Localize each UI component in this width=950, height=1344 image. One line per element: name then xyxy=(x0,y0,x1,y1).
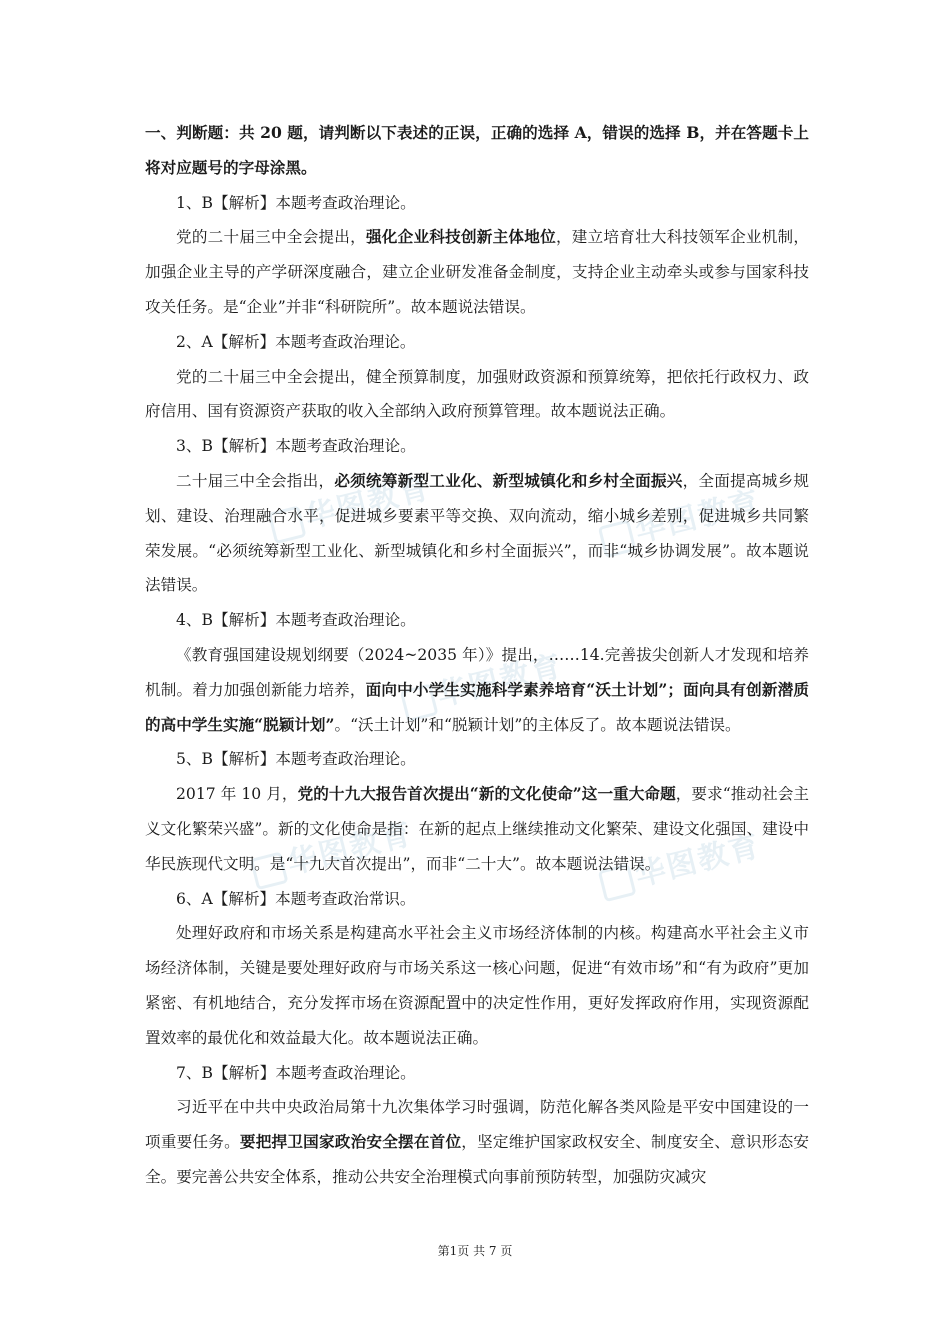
explanation-text: ，全面提高城乡规划、建设、治理融合水平，促进城乡要素平等交换、双向流动，缩小城乡差别，促进城乡共同繁荣发展。“必须统筹新型工业化、新型城镇化和乡村全面振兴”，而非“城乡协调发展”。故本题说法错误。 xyxy=(145,471,809,595)
answer-line: 1、B【解析】本题考查政治理论。 xyxy=(176,193,416,212)
document-body xyxy=(145,116,809,1195)
answer-line: 7、B【解析】本题考查政治理论。 xyxy=(176,1063,416,1082)
emphasis-text: 党的十九大报告首次提出“新的文化使命”这一重大命题 xyxy=(297,784,676,804)
question-list xyxy=(145,186,809,1195)
explanation-text: 党的二十届三中全会提出， xyxy=(176,228,366,247)
watermark-logo: 华图教育 xyxy=(265,463,435,545)
explanation-text: 二十届三中全会指出， xyxy=(176,471,335,490)
page-footer: 第1页 共 7 页 xyxy=(437,1244,513,1258)
explanation-paragraph xyxy=(145,464,809,603)
explanation-paragraph xyxy=(145,916,809,1055)
answer-line: 4、B【解析】本题考查政治理论。 xyxy=(176,611,416,630)
explanation-text: ，要求“推动社会主义文化繁荣兴盛”。新的文化使命是指：在新的起点上继续推动文化繁荣、建设文化强国、建设中华民族现代文明。是“十九大首次提出”，而非“二十大”。故本题说法错误。 xyxy=(145,785,809,873)
explanation-paragraph xyxy=(145,777,809,881)
explanation-text: ，建立培育壮大科技领军企业机制，加强企业主导的产学研深度融合，建立企业研发准备金制度，支持企业主动牵头或参与国家科技攻关任务。是“企业”并非“科研院所”。故本题说法错误。 xyxy=(145,228,809,316)
watermark-logo: 华图教育 xyxy=(247,809,417,891)
watermark-logo: 华图教育 xyxy=(397,641,567,723)
explanation-text: ，坚定维护国家政权安全、制度安全、意识形态安全。要完善公共安全体系，推动公共安全治理模式向事前预防转型，加强防灾减灾 xyxy=(145,1133,809,1186)
explanation-text: 党的二十届三中全会提出，健全预算制度，加强财政资源和预算统筹，把依托行政权力、政府信用、国有资源资产获取的收入全部纳入政府预算管理。故本题说法正确。 xyxy=(145,367,809,421)
section-heading: 一、判断题：共 20 题，请判断以下表述的正误，正确的选择 A，错误的选择 B，并在答题卡上将对应题号的字母涂黑。 xyxy=(145,123,809,177)
explanation-paragraph xyxy=(145,220,809,324)
explanation-text: 《教育强国建设规划纲要（2024~2035 年）》提出，……14.完善拔尖创新人才发现和培养机制。着力加强创新能力培养， xyxy=(145,645,809,699)
watermark-logo: 华图教育 xyxy=(595,477,765,559)
watermark-logo: 华图教育 xyxy=(595,821,765,903)
emphasis-text: 必须统筹新型工业化、新型城镇化和乡村全面振兴 xyxy=(334,470,683,490)
explanation-text: 。“沃土计划”和“脱颖计划”的主体反了。故本题说法错误。 xyxy=(334,715,741,734)
answer-line: 2、A【解析】本题考查政治理论。 xyxy=(176,332,416,351)
explanation-paragraph xyxy=(145,638,809,742)
answer-line: 6、A【解析】本题考查政治常识。 xyxy=(176,889,416,908)
emphasis-text: 强化企业科技创新主体地位 xyxy=(365,227,556,247)
emphasis-text: 面向中小学生实施科学素养培育“沃土计划”；面向具有创新潜质的高中学生实施“脱颖计划” xyxy=(145,679,809,734)
emphasis-text: 要把捍卫国家政治安全摆在首位 xyxy=(239,1132,462,1152)
explanation-paragraph xyxy=(145,360,809,430)
answer-line: 5、B【解析】本题考查政治理论。 xyxy=(176,750,416,769)
explanation-text: 2017 年 10 月， xyxy=(176,785,298,804)
explanation-paragraph xyxy=(145,1090,809,1194)
explanation-text: 习近平在中共中央政治局第十九次集体学习时强调，防范化解各类风险是平安中国建设的一项重要任务。 xyxy=(145,1098,809,1152)
explanation-text: 处理好政府和市场关系是构建高水平社会主义市场经济体制的内核。构建高水平社会主义市场经济体制，关键是要处理好政府与市场关系这一核心问题，促进“有效市场”和“有为政府”更加紧密、有机地结合，充分发挥市场在资源配置中的决定性作用，更好发挥政府作用，实现资源配置效率的最优化和效益最大化。故本题说法正确。 xyxy=(145,924,809,1047)
answer-line: 3、B【解析】本题考查政治理论。 xyxy=(176,437,416,456)
